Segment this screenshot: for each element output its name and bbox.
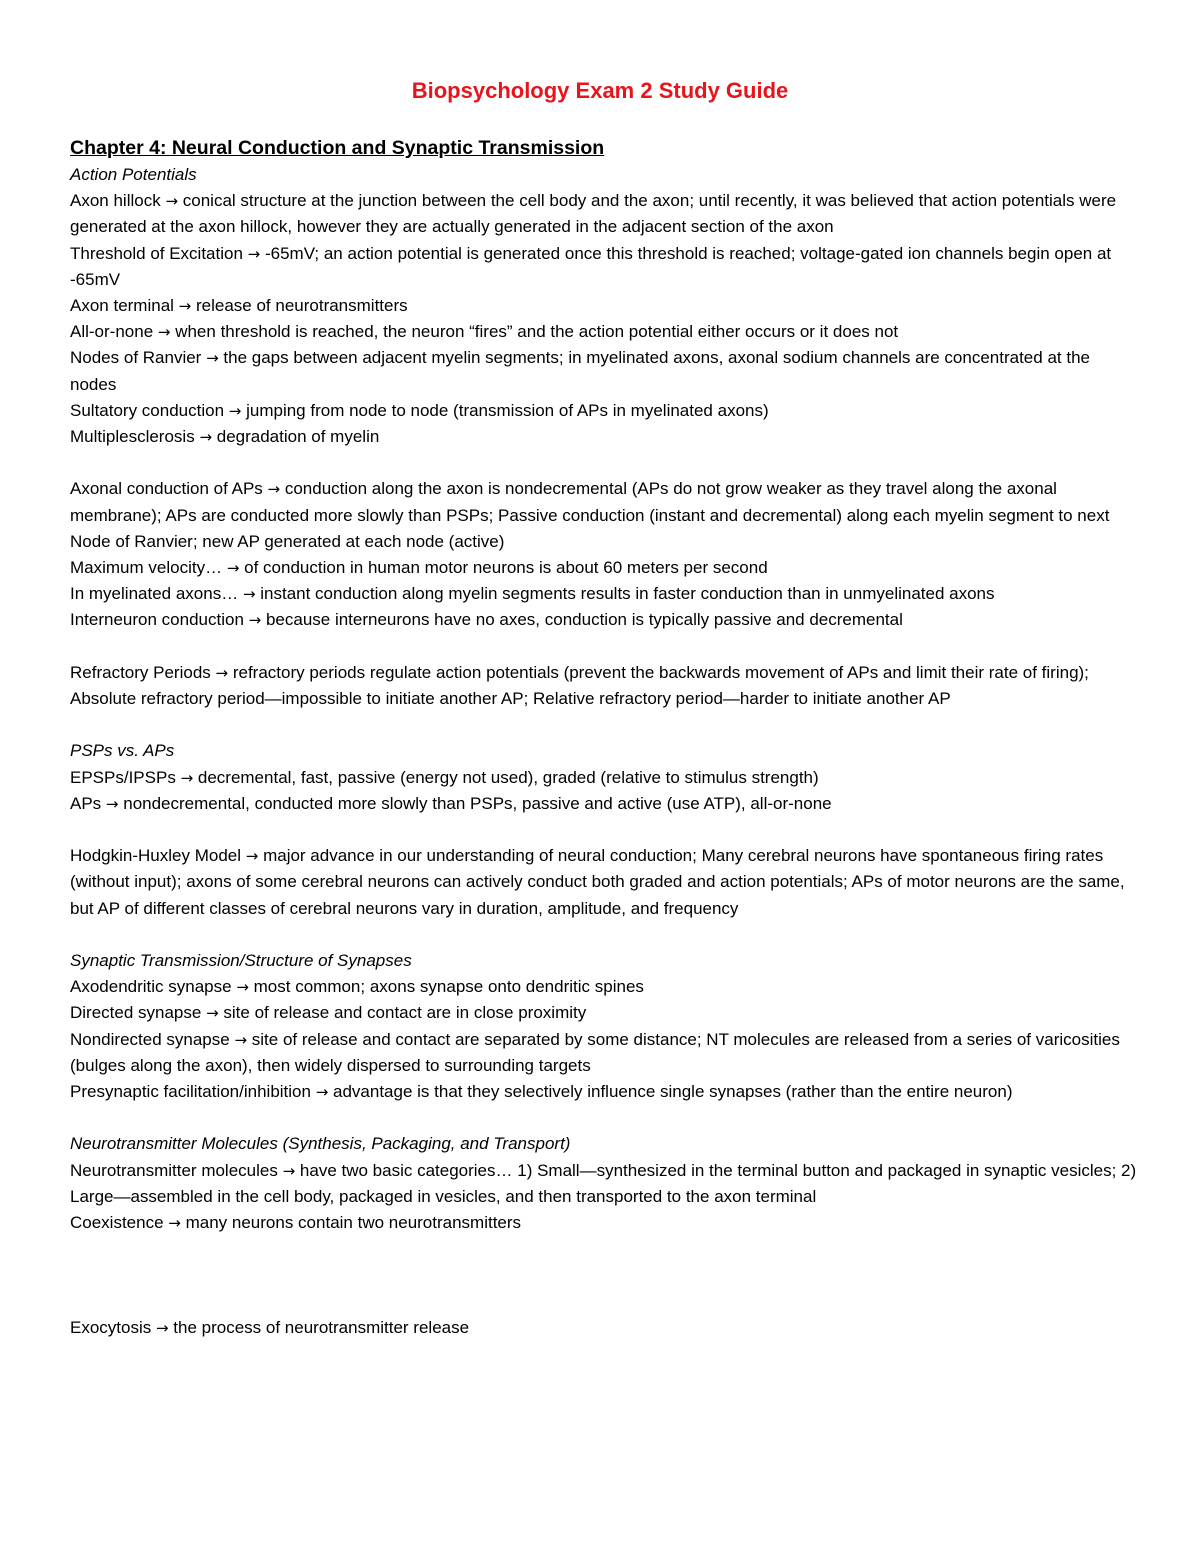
entry-term: Interneuron conduction bbox=[70, 610, 244, 630]
glossary-entry bbox=[70, 398, 1140, 424]
glossary-entry bbox=[70, 1210, 1140, 1236]
entry-definition: have two basic categories… 1) Small—synthesized in the terminal button and packaged in synaptic vesicles; 2) Large—assembled in the cell body, packaged in vesicles, and then transported to the axon terminal bbox=[70, 1160, 1137, 1206]
right-arrow-icon: → bbox=[180, 768, 194, 787]
entry-definition: the gaps between adjacent myelin segments; in myelinated axons, axonal sodium channels are concentrated at the nodes bbox=[70, 348, 1090, 394]
entry-definition: the process of neurotransmitter release bbox=[173, 1317, 470, 1337]
entry-definition: nondecremental, conducted more slowly than PSPs, passive and active (use ATP), all-or-none bbox=[123, 793, 832, 813]
glossary-entry bbox=[70, 765, 1140, 791]
section-spacer bbox=[70, 450, 1140, 476]
right-arrow-icon: → bbox=[168, 1214, 181, 1233]
entry-term: In myelinated axons… bbox=[70, 584, 239, 604]
entry-term: Sultatory conduction bbox=[70, 400, 225, 420]
section-spacer bbox=[70, 1236, 1140, 1315]
entry-definition: most common; axons synapse onto dendritic spines bbox=[253, 977, 644, 997]
right-arrow-icon: → bbox=[226, 559, 240, 578]
section-spacer bbox=[70, 634, 1140, 660]
section-spacer bbox=[70, 817, 1140, 843]
entry-term: Multiplesclerosis bbox=[70, 427, 195, 447]
entry-term: Refractory Periods bbox=[70, 662, 211, 682]
right-arrow-icon: → bbox=[236, 978, 249, 997]
entry-definition: of conduction in human motor neurons is about 60 meters per second bbox=[244, 558, 768, 578]
glossary-entry bbox=[70, 241, 1140, 293]
entry-term: Presynaptic facilitation/inhibition bbox=[70, 1082, 311, 1102]
glossary-entry bbox=[70, 319, 1140, 345]
section-heading: PSPs vs. APs bbox=[70, 741, 175, 761]
glossary-entry bbox=[70, 1315, 1140, 1341]
entry-definition: conical structure at the junction between the cell body and the axon; until recently, it was believed that action potentials were generated at the axon hillock, however they are actually generated in the adjacent section of the axon bbox=[70, 191, 1117, 237]
glossary-entry bbox=[70, 476, 1140, 555]
entry-term: Exocytosis bbox=[70, 1317, 152, 1337]
right-arrow-icon: → bbox=[242, 585, 256, 604]
entry-term: Axon terminal bbox=[70, 296, 174, 316]
section-heading: Neurotransmitter Molecules (Synthesis, Packaging, and Transport) bbox=[70, 1134, 571, 1154]
right-arrow-icon: → bbox=[157, 323, 171, 342]
glossary-entry bbox=[70, 1027, 1140, 1079]
entry-definition: -65mV; an action potential is generated once this threshold is reached; voltage-gated ion channels begin open at -65mV bbox=[70, 243, 1112, 289]
right-arrow-icon: → bbox=[165, 192, 179, 211]
entry-term: All-or-none bbox=[70, 322, 154, 342]
glossary-entry bbox=[70, 1158, 1140, 1210]
glossary-entry bbox=[70, 1000, 1140, 1026]
entry-definition: conduction along the axon is nondecremental (APs do not grow weaker as they travel along the axonal membrane); APs are conducted more slowly than PSPs; Passive conduction (instant and decremental) along each myelin segment to next Node of Ranvier; new AP generated at each node (active) bbox=[70, 479, 1110, 551]
glossary-entry bbox=[70, 345, 1140, 397]
entry-definition: major advance in our understanding of neural conduction; Many cerebral neurons have spontaneous firing rates (without input); axons of some cerebral neurons can actively conduct both graded and action potentials; APs of motor neurons are the same, but AP of different classes of cerebral neurons vary in duration, amplitude, and frequency bbox=[70, 846, 1125, 918]
entry-term: Directed synapse bbox=[70, 1003, 202, 1023]
glossary-entry bbox=[70, 581, 1140, 607]
entry-definition: because interneurons have no axes, conduction is typically passive and decremental bbox=[265, 610, 903, 630]
section-heading: Synaptic Transmission/Structure of Synapses bbox=[70, 951, 412, 971]
glossary-entry bbox=[70, 791, 1140, 817]
section-spacer bbox=[70, 922, 1140, 948]
entry-term: Nodes of Ranvier bbox=[70, 348, 202, 368]
glossary-entry bbox=[70, 1079, 1140, 1105]
entry-term: Hodgkin-Huxley Model bbox=[70, 846, 242, 866]
entry-definition: release of neurotransmitters bbox=[195, 296, 408, 316]
right-arrow-icon: → bbox=[155, 1318, 169, 1337]
entry-definition: advantage is that they selectively influence single synapses (rather than the entire neuron) bbox=[333, 1082, 1013, 1102]
glossary-entry bbox=[70, 188, 1140, 240]
entry-term: Threshold of Excitation bbox=[70, 243, 243, 263]
entry-term: Axodendritic synapse bbox=[70, 977, 232, 997]
glossary-entry bbox=[70, 660, 1140, 712]
entry-definition: many neurons contain two neurotransmitters bbox=[185, 1213, 522, 1233]
glossary-entry bbox=[70, 607, 1140, 633]
entry-definition: instant conduction along myelin segments results in faster conduction than in unmyelinated axons bbox=[260, 584, 995, 604]
glossary-entry bbox=[70, 424, 1140, 450]
right-arrow-icon: → bbox=[105, 794, 119, 813]
right-arrow-icon: → bbox=[215, 663, 229, 682]
right-arrow-icon: → bbox=[234, 1030, 248, 1049]
entry-term: Neurotransmitter molecules bbox=[70, 1160, 278, 1180]
section-heading: Action Potentials bbox=[70, 165, 197, 184]
section-spacer bbox=[70, 1105, 1140, 1131]
right-arrow-icon: → bbox=[206, 349, 219, 368]
entry-term: Nondirected synapse bbox=[70, 1029, 230, 1049]
section-spacer bbox=[70, 712, 1140, 738]
right-arrow-icon: → bbox=[178, 297, 192, 316]
right-arrow-icon: → bbox=[315, 1083, 329, 1102]
right-arrow-icon: → bbox=[199, 428, 213, 447]
entry-definition: when threshold is reached, the neuron “fires” and the action potential either occurs or it does not bbox=[175, 322, 899, 342]
glossary-entry bbox=[70, 555, 1140, 581]
entry-definition: refractory periods regulate action potentials (prevent the backwards movement of APs and limit their rate of firing); Absolute refractory period—impossible to initiate another AP; Relative refractory period—harder to initiate another AP bbox=[70, 662, 1089, 709]
entry-term: Axon hillock bbox=[70, 191, 161, 211]
right-arrow-icon: → bbox=[248, 611, 262, 630]
document-body bbox=[70, 162, 1140, 1341]
entry-definition: site of release and contact are separated by some distance; NT molecules are released from a series of varicosities (bulges along the axon), then widely dispersed to surrounding targets bbox=[70, 1029, 1120, 1075]
page-title: Biopsychology Exam 2 Study Guide bbox=[411, 78, 789, 103]
glossary-entry bbox=[70, 293, 1140, 319]
entry-term: Coexistence bbox=[70, 1213, 164, 1233]
glossary-entry bbox=[70, 974, 1140, 1000]
right-arrow-icon: → bbox=[267, 480, 281, 499]
entry-term: APs bbox=[70, 793, 102, 813]
glossary-entry bbox=[70, 843, 1140, 922]
right-arrow-icon: → bbox=[247, 244, 261, 263]
entry-definition: jumping from node to node (transmission of APs in myelinated axons) bbox=[246, 400, 769, 420]
entry-term: EPSPs/IPSPs bbox=[70, 767, 176, 787]
right-arrow-icon: → bbox=[282, 1161, 296, 1180]
right-arrow-icon: → bbox=[206, 1004, 219, 1023]
entry-definition: decremental, fast, passive (energy not used), graded (relative to stimulus strength) bbox=[197, 767, 819, 787]
entry-definition: site of release and contact are in close proximity bbox=[223, 1003, 587, 1023]
entry-term: Maximum velocity… bbox=[70, 558, 223, 578]
right-arrow-icon: → bbox=[228, 401, 242, 420]
chapter-heading: Chapter 4: Neural Conduction and Synaptic Transmission bbox=[70, 137, 605, 159]
entry-term: Axonal conduction of APs bbox=[70, 479, 263, 499]
right-arrow-icon: → bbox=[245, 847, 259, 866]
entry-definition: degradation of myelin bbox=[216, 427, 380, 447]
